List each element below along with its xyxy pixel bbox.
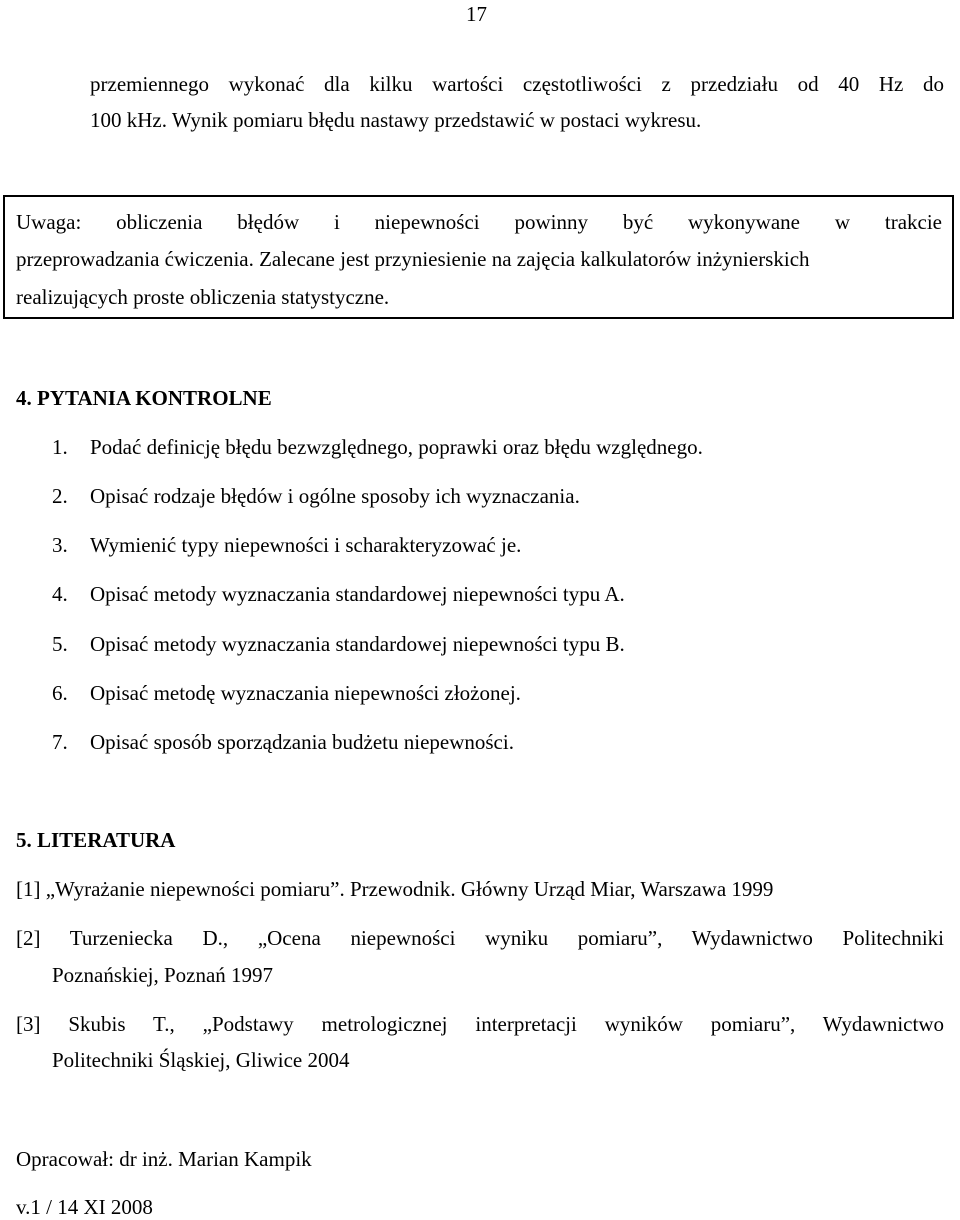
question-text: Opisać metodę wyznaczania niepewności złożonej. [90, 681, 521, 705]
note-line-1: Uwaga: obliczenia błędów i niepewności powinny być wykonywane w trakcie [16, 210, 942, 234]
page-number: 17 [466, 2, 487, 26]
section-4-heading: 4. PYTANIA KONTROLNE [16, 386, 272, 410]
note-line-3: realizujących proste obliczenia statystyczne. [16, 285, 390, 309]
question-number: 2. [52, 484, 68, 508]
question-text: Podać definicję błędu bezwzględnego, poprawki oraz błędu względnego. [90, 435, 703, 459]
question-text: Opisać rodzaje błędów i ogólne sposoby ich wyznaczania. [90, 484, 580, 508]
question-number: 6. [52, 681, 68, 705]
intro-line-2: 100 kHz. Wynik pomiaru błędu nastawy przedstawić w postaci wykresu. [90, 108, 702, 132]
section-5-heading: 5. LITERATURA [16, 828, 176, 852]
question-number: 5. [52, 632, 68, 656]
reference-1-line-1: [1] „Wyrażanie niepewności pomiaru”. Przewodnik. Główny Urząd Miar, Warszawa 1999 [16, 877, 774, 901]
question-number: 1. [52, 435, 68, 459]
note-line-2: przeprowadzania ćwiczenia. Zalecane jest przyniesienie na zajęcia kalkulatorów inżynierskich [16, 247, 810, 271]
question-text: Wymienić typy niepewności i scharakteryzować je. [90, 533, 522, 557]
question-number: 4. [52, 582, 68, 606]
reference-3-line-1: [3] Skubis T., „Podstawy metrologicznej interpretacji wyników pomiaru”, Wydawnictwo [16, 1012, 944, 1036]
question-text: Opisać metody wyznaczania standardowej niepewności typu B. [90, 632, 625, 656]
intro-line-1: przemiennego wykonać dla kilku wartości częstotliwości z przedziału od 40 Hz do [90, 72, 944, 96]
reference-2-line-1: [2] Turzeniecka D., „Ocena niepewności wyniku pomiaru”, Wydawnictwo Politechniki [16, 926, 944, 950]
question-text: Opisać metody wyznaczania standardowej niepewności typu A. [90, 582, 625, 606]
question-number: 7. [52, 730, 68, 754]
reference-3-line-2: Politechniki Śląskiej, Gliwice 2004 [52, 1048, 350, 1072]
author-line: Opracował: dr inż. Marian Kampik [16, 1147, 312, 1171]
question-text: Opisać sposób sporządzania budżetu niepewności. [90, 730, 514, 754]
version-line: v.1 / 14 XI 2008 [16, 1195, 153, 1219]
question-number: 3. [52, 533, 68, 557]
reference-2-line-2: Poznańskiej, Poznań 1997 [52, 963, 274, 987]
